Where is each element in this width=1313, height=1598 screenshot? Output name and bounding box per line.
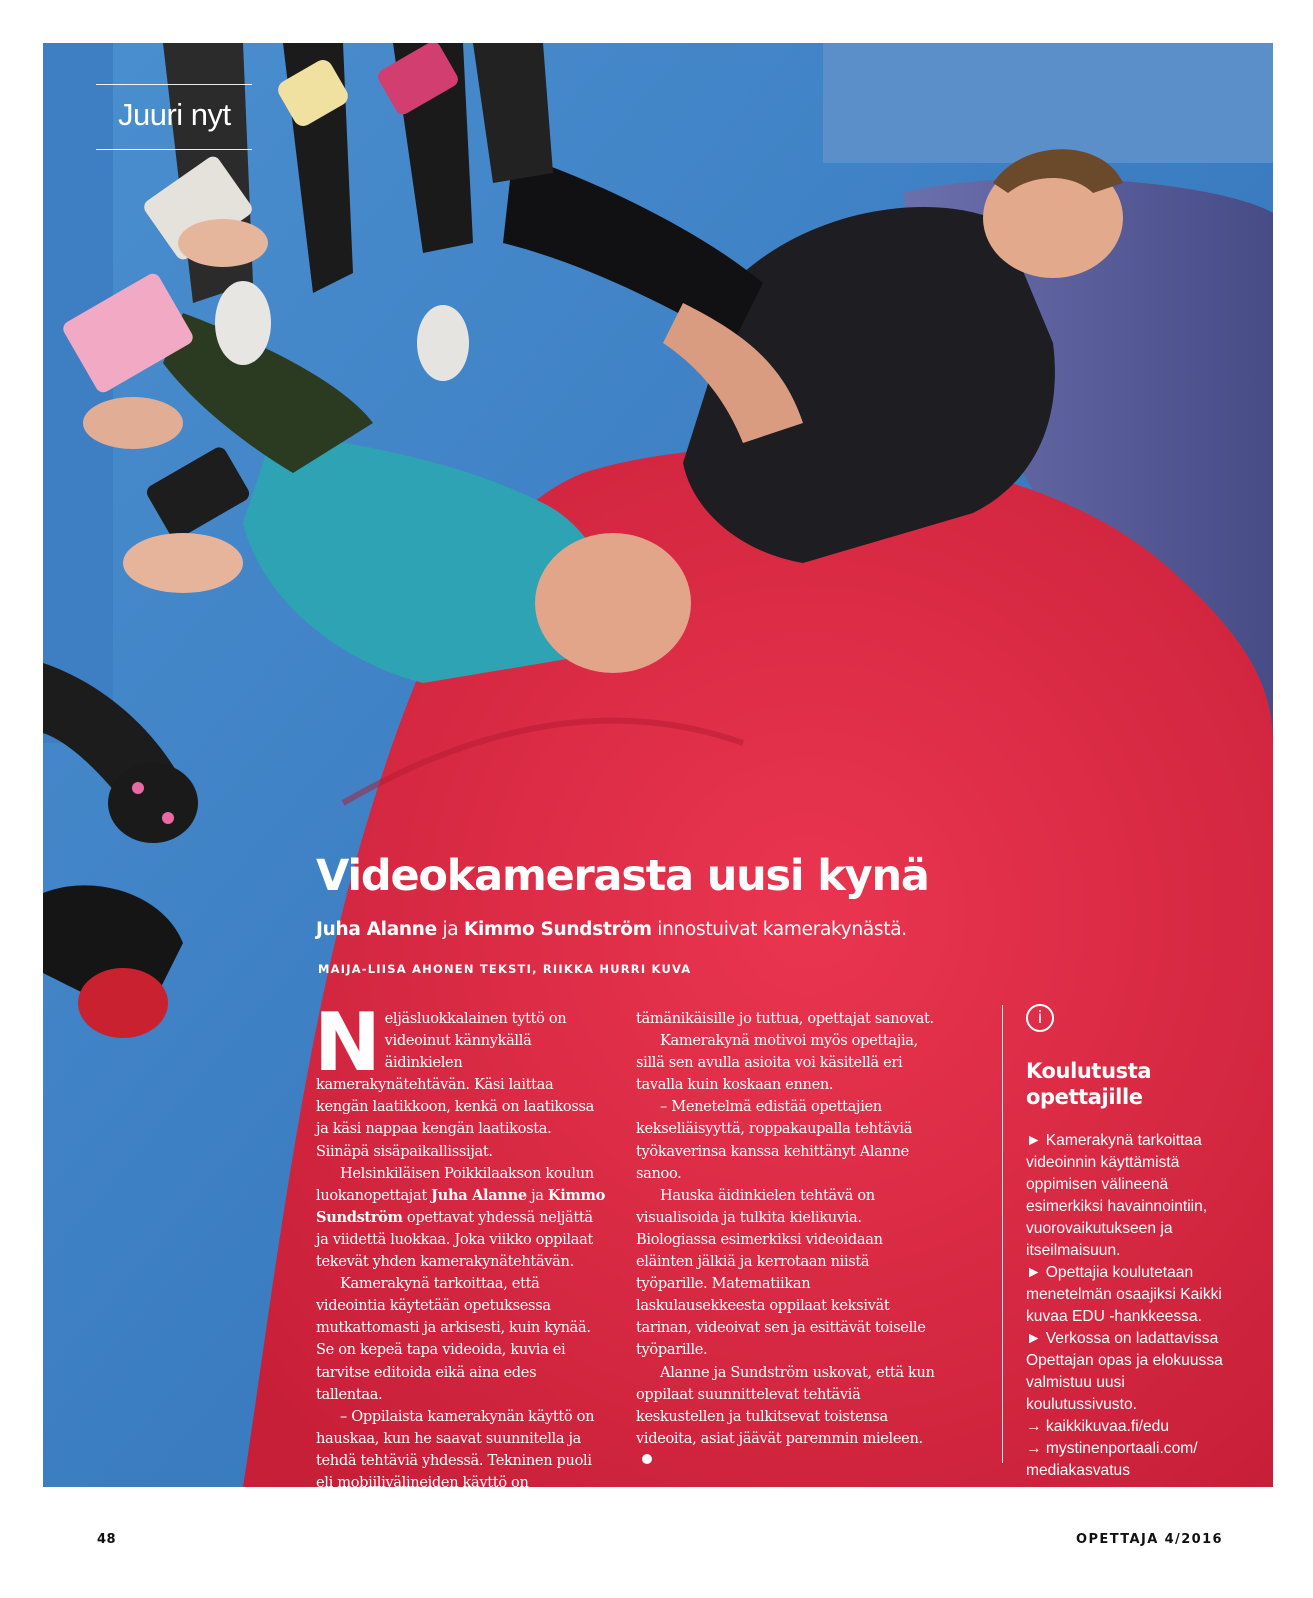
sidebar-item: ► Verkossa on ladattavissa Opettajan opas ja elokuussa valmistuu uusi koulutussivusto. <box>1026 1330 1223 1413</box>
sidebar-title: Koulutusta opettajille <box>1026 1059 1152 1109</box>
sidebar-body <box>1026 1130 1236 1482</box>
sidebar-item: ► Kamerakynä tarkoittaa videoinnin käyttämistä oppimisen välineenä esimerkiksi havainnointiin, vuorovaikutukseen ja itseilmaisuun. <box>1026 1132 1208 1259</box>
body-column-1 <box>314 996 606 1494</box>
headline: Videokamerasta uusi kynä <box>316 851 929 901</box>
sidebar-link[interactable]: → mystinenportaali.com/ mediakasvatus <box>1026 1440 1198 1479</box>
body-paragraph: – Oppilaista kamerakynän käyttö on hauskaa, kun he saavat suunnitella ja tehdä tehtäviä yhdessä. Tekninen puoli eli mobiilivälineiden käyttö on <box>316 1407 595 1491</box>
deck-name-2: Kimmo Sundström <box>463 919 652 940</box>
page-number: 48 <box>97 1532 117 1547</box>
body-paragraph: Alanne ja Sundström uskovat, että kun oppilaat suunnittelevat tehtäviä keskustellen ja tulkitsevat toistensa videoita, asiat jäävät paremmin mieleen. <box>636 1362 936 1472</box>
publication-name: OPETTAJA 4/2016 <box>1076 1532 1223 1547</box>
drop-cap: N <box>314 996 381 1089</box>
body-paragraph: Kamerakynä tarkoittaa, että videointia käytetään opetuksessa mutkattomasti ja arkisesti, kuin kynää. Se on kepeä tapa videoida, kuvia ei tarvitse editoida eikä aina edes tallentaa. <box>316 1275 591 1403</box>
body-paragraph: Helsinkiläisen Poikkilaakson koulun luokanopettajat Juha Alanne ja Kimmo Sundström opettavat yhdessä neljättä ja viidettä luokkaa. Joka viikko oppilaat tekevät yhden kamerakynätehtävän. <box>316 1164 605 1271</box>
section-label <box>96 84 252 150</box>
deck <box>316 919 907 940</box>
deck-conjunction: ja <box>436 919 464 940</box>
sidebar-link[interactable]: → kaikkikuvaa.fi/edu <box>1026 1418 1170 1435</box>
deck-name-1: Juha Alanne <box>316 919 437 940</box>
body-paragraph: Hauska äidinkielen tehtävä on visualisoida ja tulkita kielikuvia. Biologiassa esimerkiksi videoidaan eläinten jälkiä ja kerrotaan niistä työparille. Matematiikan laskulausekkeesta oppilaat keksivät tarinan, videoivat sen ja esittävät toiselle työparille. <box>636 1186 926 1359</box>
body-paragraph: tämänikäisille jo tuttua, opettajat sanovat. <box>636 1010 934 1027</box>
sidebar-divider <box>1002 1005 1003 1463</box>
sidebar-item: ► Opettajia koulutetaan menetelmän osaajiksi Kaikki kuvaa EDU -hankkeessa. <box>1026 1264 1222 1325</box>
body-paragraph: Neljäsluokkalainen tyttö on videoinut kännykällä äidinkielen kamerakynätehtävän. Käsi laittaa kengän laatikkoon, kenkä on laatikossa ja käsi nappaa kengän laatikosta. Siinäpä sisäpaikallissijat. <box>314 996 594 1160</box>
info-icon: i <box>1026 1004 1054 1032</box>
byline: MAIJA-LIISA AHONEN TEKSTI, RIIKKA HURRI KUVA <box>318 962 692 976</box>
end-mark-icon <box>642 1454 652 1464</box>
body-paragraph: – Menetelmä edistää opettajien kekseliäisyyttä, roppakaupalla tehtäviä työkaverinsa kanssa kehittänyt Alanne sanoo. <box>636 1098 913 1182</box>
deck-rest: innostuivat kamerakynästä. <box>651 919 907 940</box>
body-column-2 <box>636 1008 936 1472</box>
section-label-text: Juuri nyt <box>118 97 231 132</box>
body-paragraph: Kamerakynä motivoi myös opettajia, sillä sen avulla asioita voi käsitellä eri tavalla kuin koskaan ennen. <box>636 1032 918 1094</box>
